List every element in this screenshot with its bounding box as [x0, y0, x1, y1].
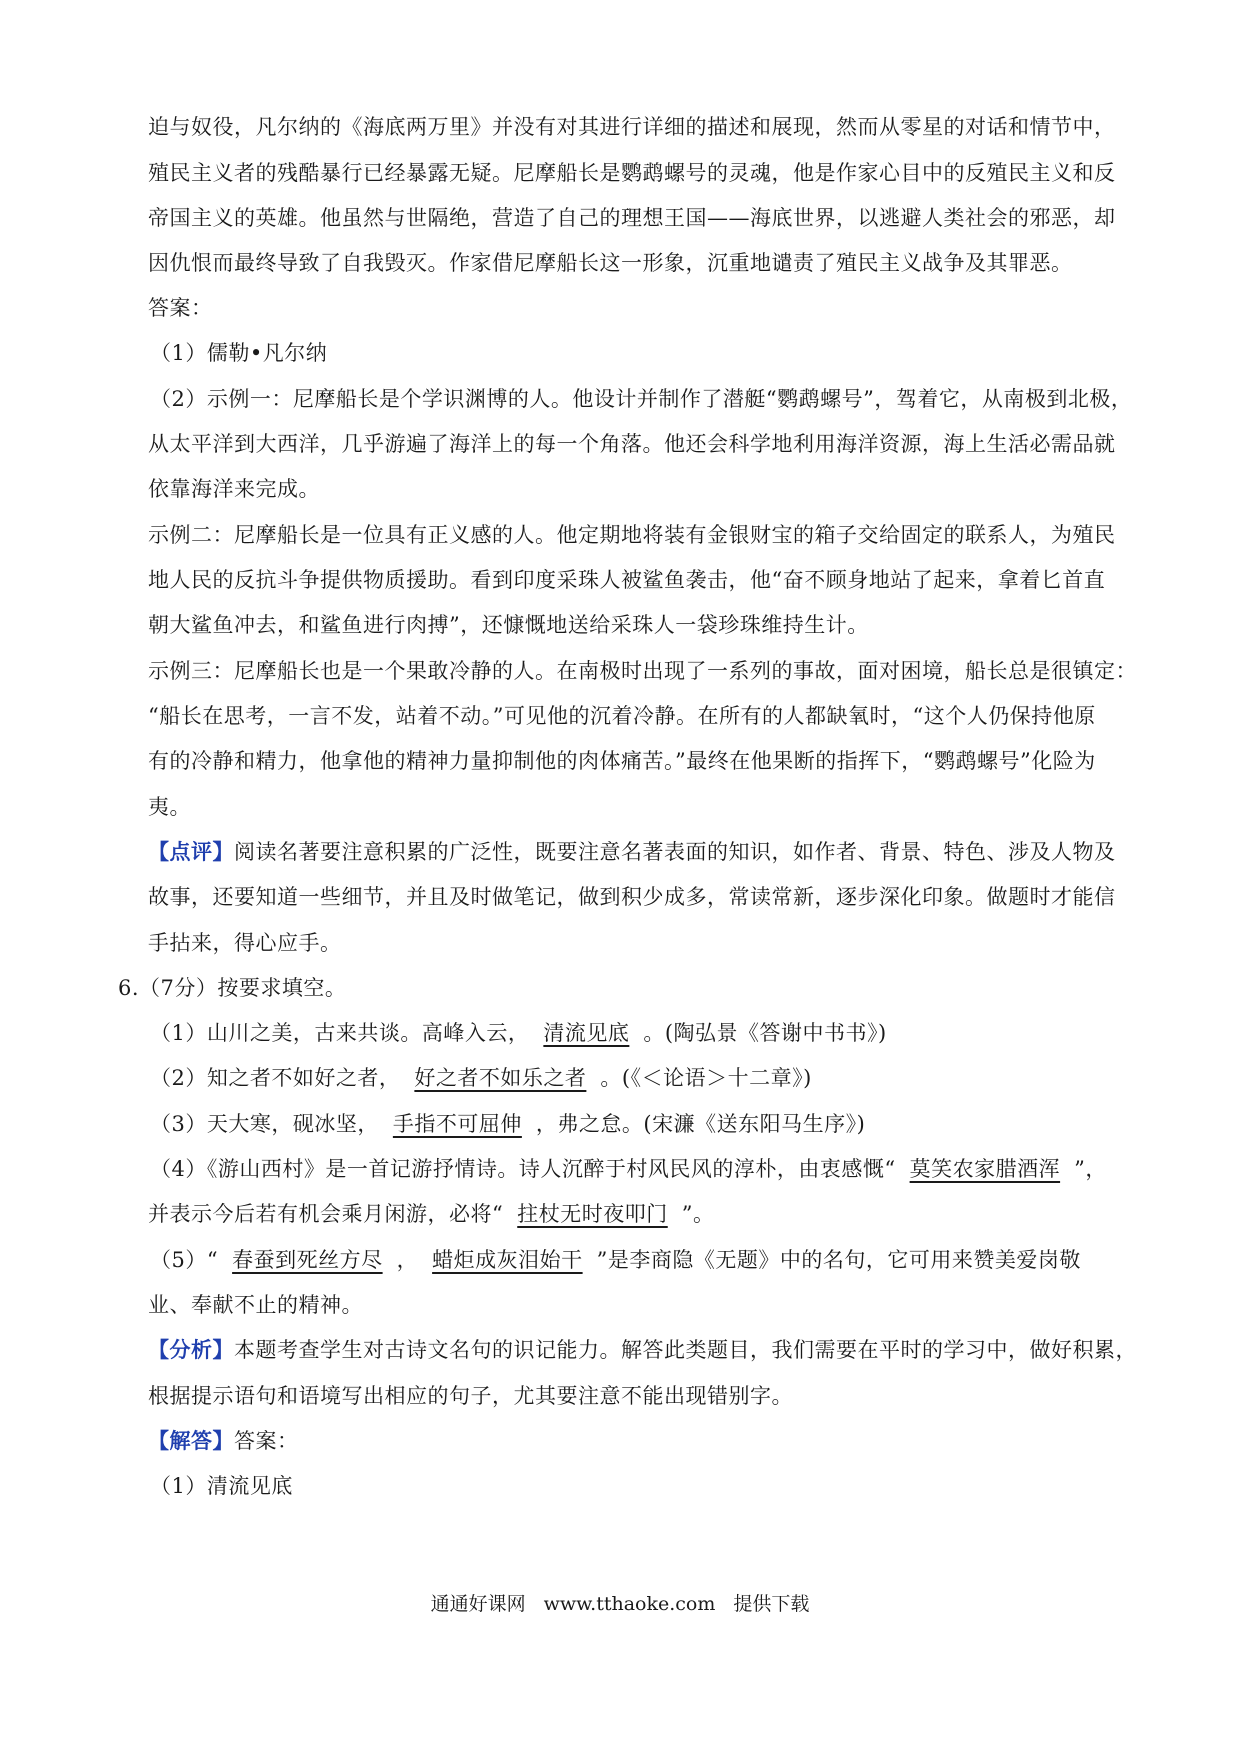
item-text: ”是李商隐《无题》中的名句，它可用来赞美爱岗敬 — [596, 1248, 1081, 1272]
answer-2-line: 依靠海洋来完成。 — [148, 477, 320, 501]
fill-answer: 手指不可屈伸 — [392, 1112, 522, 1136]
fill-answer: 好之者不如乐之者 — [414, 1066, 587, 1090]
example-2-line: 朝大鲨鱼冲去，和鲨鱼进行肉搏”，还慷慨地送给采珠人一袋珍珠维持生计。 — [148, 613, 869, 637]
footer-site: 通通好课网 — [430, 1593, 526, 1615]
q6-item-5-cont: 业、奉献不止的精神。 — [148, 1293, 363, 1317]
example-3-line: 示例三：尼摩船长也是一个果敢冷静的人。在南极时出现了一系列的事故，面对困境，船长总是很镇定： — [148, 659, 1137, 683]
paragraph-line: 殖民主义者的残酷暴行已经暴露无疑。尼摩船长是鹦鹉螺号的灵魂，他是作家心目中的反殖民主义和反 — [148, 161, 1116, 185]
q6-item-1 — [150, 1018, 1140, 1048]
q6-item-4 — [150, 1154, 1140, 1184]
comment-line: 故事，还要知道一些细节，并且及时做笔记，做到积少成多，常读常新，逐步深化印象。做题时才能信 — [148, 885, 1116, 909]
question-6-title: 6.（7分）按要求填空。 — [118, 976, 347, 1000]
fill-answer: 清流见底 — [543, 1021, 630, 1045]
fill-answer: 莫笑农家腊酒浑 — [909, 1157, 1061, 1181]
q6-item-5 — [150, 1245, 1140, 1275]
footer-url[interactable]: www.tthaoke.com — [543, 1593, 716, 1615]
analysis-tag: 【分析】 — [148, 1337, 234, 1362]
paragraph-line: 因仇恨而最终导致了自我毁灭。作家借尼摩船长这一形象，沉重地谴责了殖民主义战争及其罪恶。 — [148, 251, 1073, 275]
answer-label: 答案： — [148, 296, 213, 320]
page-footer — [0, 1590, 1240, 1618]
answer-1: （1）儒勒•凡尔纳 — [150, 341, 328, 365]
example-3-line: 夷。 — [148, 795, 191, 819]
analysis-text: 本题考查学生对古诗文名句的识记能力。解答此类题目，我们需要在平时的学习中，做好积累， — [234, 1338, 1137, 1362]
example-2-line: 示例二：尼摩船长是一位具有正义感的人。他定期地将装有金银财宝的箱子交给固定的联系人，为殖民 — [148, 523, 1116, 547]
item-text: ，弗之怠。(宋濂《送东阳马生序》) — [535, 1112, 866, 1136]
comment-text: 阅读名著要注意积累的广泛性，既要注意名著表面的知识，如作者、背景、特色、涉及人物及 — [234, 840, 1116, 864]
q6-item-4-cont — [148, 1199, 1138, 1229]
solution-tag: 【解答】 — [148, 1428, 234, 1453]
item-text: 。(《＜论语＞十二章》) — [600, 1066, 812, 1090]
item-text: ， — [396, 1248, 419, 1272]
example-2-line: 地人民的反抗斗争提供物质援助。看到印度采珠人被鲨鱼袭击，他“奋不顾身地站了起来，拿着匕首直 — [148, 568, 1106, 592]
q6-item-3 — [150, 1109, 1140, 1139]
comment-line — [148, 837, 1138, 867]
solution-1: （1）清流见底 — [150, 1474, 293, 1498]
solution-text: 答案： — [234, 1429, 299, 1453]
example-3-line: 有的冷静和精力，他拿他的精神力量抑制他的肉体痛苦。”最终在他果断的指挥下，“鹦鹉螺号”化险为 — [148, 749, 1096, 773]
item-text: ”， — [1074, 1157, 1107, 1181]
paragraph-line: 帝国主义的英雄。他虽然与世隔绝，营造了自己的理想王国——海底世界，以逃避人类社会的邪恶，却 — [148, 206, 1116, 230]
item-text: （1）山川之美，古来共谈。高峰入云， — [150, 1021, 530, 1045]
solution-line — [148, 1426, 1138, 1456]
answer-2-line: 从太平洋到大西洋，几乎游遍了海洋上的每一个角落。他还会科学地利用海洋资源，海上生活必需品就 — [148, 432, 1116, 456]
fill-answer: 春蚕到死丝方尽 — [232, 1248, 383, 1272]
item-text: （5）“ — [150, 1248, 219, 1272]
item-text: ”。 — [681, 1202, 715, 1226]
answer-2-line: （2）示例一：尼摩船长是个学识渊博的人。他设计并制作了潜艇“鹦鹉螺号”，驾着它，从南极到北极， — [150, 387, 1133, 411]
q6-item-2 — [150, 1063, 1140, 1093]
item-text: 并表示今后若有机会乘月闲游，必将“ — [148, 1202, 504, 1226]
paragraph-line: 迫与奴役，凡尔纳的《海底两万里》并没有对其进行详细的描述和展现，然而从零星的对话和情节中， — [148, 115, 1116, 139]
item-text: （2）知之者不如好之者， — [150, 1066, 401, 1090]
item-text: （4）《游山西村》是一首记游抒情诗。诗人沉醉于村风民风的淳朴，由衷感慨“ — [150, 1157, 896, 1181]
item-text: （3）天大寒，砚冰坚， — [150, 1112, 379, 1136]
example-3-line: “船长在思考，一言不发，站着不动。”可见他的沉着冷静。在所有的人都缺氧时，“这个人仍保持他原 — [148, 704, 1096, 728]
fill-answer: 拄杖无时夜叩门 — [517, 1202, 668, 1226]
comment-line: 手拈来，得心应手。 — [148, 931, 342, 955]
fill-answer: 蜡炬成灰泪始干 — [432, 1248, 583, 1272]
analysis-line — [148, 1335, 1138, 1365]
item-text: 。(陶弘景《答谢中书书》) — [643, 1021, 887, 1045]
analysis-line: 根据提示语句和语境写出相应的句子，尤其要注意不能出现错别字。 — [148, 1384, 793, 1408]
comment-tag: 【点评】 — [148, 839, 234, 864]
footer-note: 提供下载 — [733, 1593, 810, 1615]
